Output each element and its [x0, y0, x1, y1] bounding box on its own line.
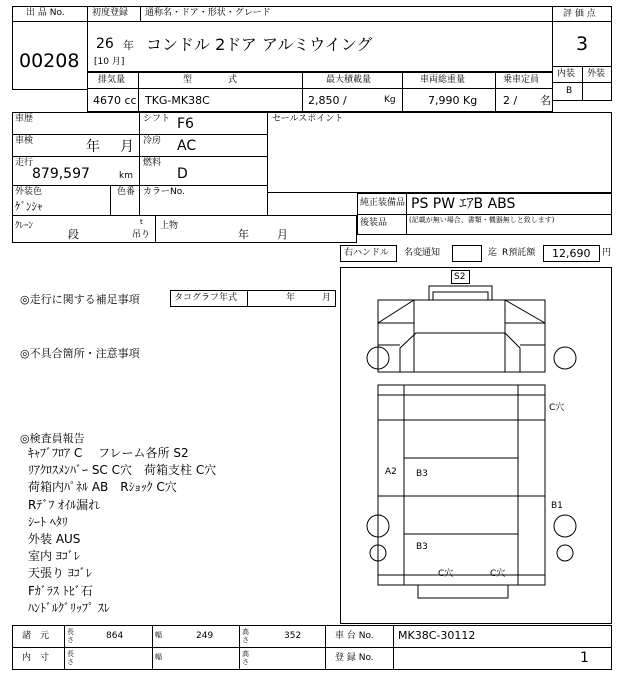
name-change-label: 名変通知: [404, 248, 441, 258]
width-value: 249: [196, 631, 214, 641]
crane-label: ｸﾚｰﾝ: [15, 221, 34, 231]
displacement-label: 排気量: [98, 75, 126, 85]
max-load-unit: Kg: [384, 95, 396, 105]
inspector-line: ｼｰﾄ ﾍﾀﾘ: [28, 514, 68, 529]
page-number: 1: [580, 650, 589, 666]
shift-value: F6: [177, 116, 194, 132]
color-label: 外装色: [15, 187, 43, 197]
model-label: 型 式: [183, 75, 238, 85]
tacho-month-unit: 月: [322, 293, 332, 303]
car-name: コンドル 2ドア アルミウイング: [146, 35, 373, 54]
mark-c-hole-bottom-right: C穴: [490, 569, 506, 579]
reg-no-label: 登 録 No.: [335, 653, 374, 663]
name-label: 通称名・ドア・形状・グレード: [145, 8, 271, 18]
inspector-line: ｷｬﾌﾞﾌﾛｱ C フレーム各所 S2: [28, 446, 189, 460]
color-no2-label: カラーNo.: [143, 187, 185, 197]
loaded-label: 上物: [160, 221, 179, 231]
equipment-label: 純正装備品: [360, 198, 406, 208]
inspector-line: Fｶﾞﾗｽ ﾄﾋﾞ石: [28, 583, 93, 598]
model-value: TKG-MK38C: [145, 94, 210, 107]
max-load-value: 2,850 /: [308, 94, 347, 107]
reg-month: [10 月]: [94, 57, 125, 67]
aftermarket-note: (記載が無い場合、書類・機器無しと致します): [409, 216, 555, 224]
lot-number: 00208: [19, 50, 80, 72]
equipment-value: PS PW ｴｱB ABS: [411, 196, 516, 212]
exterior-label: 外装: [587, 69, 606, 79]
inner-length-label: 長さ: [67, 650, 74, 666]
inner-label: 内 寸: [22, 653, 50, 663]
score-label: 評 価 点: [563, 9, 596, 19]
mileage-label: 走行: [15, 158, 34, 168]
ac-value: AC: [177, 138, 197, 154]
mileage-unit: km: [119, 171, 133, 181]
gross-weight-value: 7,990 Kg: [428, 94, 478, 107]
mark-b1: B1: [551, 501, 563, 511]
inspection-label: 車検: [15, 136, 34, 146]
crane-ton-unit: t: [140, 218, 143, 226]
loaded-month-unit: 月: [277, 228, 288, 241]
mark-b3-upper: B3: [416, 469, 428, 479]
capacity-label: 乗車定員: [503, 75, 540, 85]
recycle-amount: 12,690: [552, 247, 591, 260]
rhd-label: 右ハンドル: [344, 248, 390, 258]
height-label: 高さ: [242, 628, 249, 644]
capacity-value: 2 /: [503, 94, 518, 107]
inspector-line: 天張り ﾖｺﾞﾚ: [28, 566, 92, 581]
inspector-line: 室内 ﾖｺﾞﾚ: [28, 549, 80, 564]
mileage-value: 879,597: [32, 166, 90, 182]
width-label: 幅: [155, 631, 162, 639]
mark-c-hole-bottom-left: C穴: [438, 569, 454, 579]
mark-a2: A2: [385, 467, 397, 477]
status-mark: 迄: [488, 248, 498, 258]
shift-label: シフト: [143, 114, 171, 124]
ac-label: 冷房: [143, 136, 162, 146]
spec-label: 諸 元: [22, 631, 50, 641]
defects-title: ◎不具合箇所・注意事項: [20, 347, 140, 360]
history-label: 車歴: [15, 114, 34, 124]
first-reg-label: 初度登録: [92, 8, 129, 18]
inspector-line: 荷箱内ﾊﾟﾈﾙ AB Rｼｮｯｸ C穴: [28, 480, 177, 495]
mark-b3-lower: B3: [416, 542, 428, 552]
year-unit: 年: [123, 39, 134, 52]
chassis-label: 車 台 No.: [335, 631, 374, 641]
tachograph-label: タコグラフ年式: [174, 293, 238, 303]
chassis-value: MK38C-30112: [398, 629, 476, 642]
inspector-line: ﾘｱｸﾛｽﾒﾝﾊﾞｰ SC C穴 荷箱支柱 C穴: [28, 463, 217, 478]
max-load-label: 最大積載量: [326, 75, 372, 85]
inspector-line: Rﾃﾞﾌ ｵｲﾙ漏れ: [28, 497, 101, 512]
lot-label: 出 品 No.: [26, 8, 65, 18]
fuel-value: D: [177, 166, 188, 182]
inspector-line: ﾊﾝﾄﾞﾙｸﾞﾘｯﾌﾟ ｽﾚ: [28, 600, 110, 615]
aftermarket-label: 後装品: [360, 218, 388, 228]
inner-width-label: 幅: [155, 653, 162, 661]
tacho-year-unit: 年: [286, 293, 296, 303]
recycle-label: R預託額: [502, 248, 536, 258]
length-value: 864: [106, 631, 124, 641]
capacity-unit: 名: [540, 94, 551, 107]
fuel-label: 燃料: [143, 158, 162, 168]
gross-weight-label: 車両総重量: [420, 75, 466, 85]
score: 3: [576, 33, 589, 55]
color-value: ｹﾞﾝｼｬ: [15, 200, 43, 213]
crane-hoist-unit: 吊り: [132, 230, 151, 240]
mark-s2: S2: [454, 272, 466, 282]
length-label: 長さ: [67, 628, 74, 644]
height-value: 352: [284, 631, 302, 641]
inspector-title: ◎検査員報告: [20, 432, 85, 445]
interior-label: 内装: [557, 69, 576, 79]
inner-height-label: 高さ: [242, 650, 249, 666]
recycle-unit: 円: [602, 248, 612, 258]
mark-c-hole-right: C穴: [549, 403, 565, 413]
sales-point-label: セールスポイント: [272, 114, 344, 124]
displacement-value: 4670 cc: [93, 94, 137, 107]
reg-year: 26: [96, 36, 114, 52]
inspector-line: 外装 AUS: [28, 532, 81, 546]
inspection-month-unit: 月: [120, 139, 134, 155]
inspection-year-unit: 年: [86, 139, 100, 155]
loaded-year-unit: 年: [238, 228, 249, 241]
interior-grade: B: [566, 86, 573, 96]
crane-step-unit: 段: [68, 228, 79, 241]
color-no-label: 色番: [117, 187, 136, 197]
driving-title: ◎走行に関する補足事項: [20, 293, 140, 306]
